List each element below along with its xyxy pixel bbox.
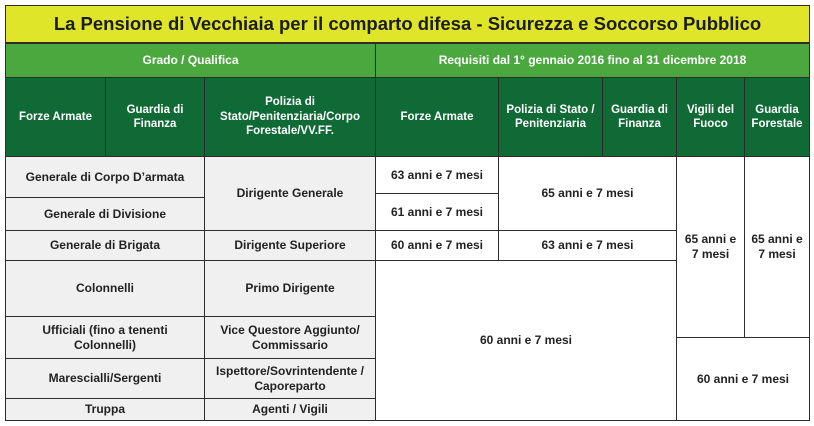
col-forze-armate: Forze Armate <box>5 77 106 157</box>
qualifica-vice-questore: Vice Questore Aggiunto/ Commissario <box>204 316 376 359</box>
qualifica-primo-dirigente: Primo Dirigente <box>204 260 376 317</box>
col-polizia-vvff: Polizia di Stato/Penitenziaria/Corpo Forestale/VV.FF. <box>204 77 376 157</box>
qualifica-agenti: Agenti / Vigili <box>204 398 376 421</box>
grade-generale-corpo-armata: Generale di Corpo D’armata <box>5 156 205 198</box>
grade-truppa: Truppa <box>5 398 205 421</box>
grade-generale-brigata: Generale di Brigata <box>5 230 205 261</box>
req-polizia-gdf-generali: 65 anni e 7 mesi <box>498 156 677 231</box>
table-title: La Pensione di Vecchiaia per il comparto difesa - Sicurezza e Soccorso Pubblico <box>5 5 810 43</box>
grade-marescialli: Marescialli/Sergenti <box>5 358 205 399</box>
req-vvf-forestale-lower: 60 anni e 7 mesi <box>676 337 810 421</box>
req-fa-divisione: 61 anni e 7 mesi <box>375 193 499 231</box>
grade-generale-divisione: Generale di Divisione <box>5 197 205 231</box>
req-vigili-fuoco: 65 anni e 7 mesi <box>676 156 745 338</box>
req-lower-ranks: 60 anni e 7 mesi <box>375 260 677 421</box>
req-fa-brigata: 60 anni e 7 mesi <box>375 230 499 261</box>
qualifica-ispettore: Ispettore/Sovrintendente / Caporeparto <box>204 358 376 399</box>
qualifica-dirigente-superiore: Dirigente Superiore <box>204 230 376 261</box>
grado-qualifica-header: Grado / Qualifica <box>5 43 376 78</box>
col-guardia-finanza: Guardia di Finanza <box>105 77 205 157</box>
req-fa-corpo-armata: 63 anni e 7 mesi <box>375 156 499 194</box>
requisiti-header: Requisiti dal 1° gennaio 2016 fino al 31 dicembre 2018 <box>375 43 810 78</box>
col-req-polizia: Polizia di Stato / Penitenziaria <box>498 77 603 157</box>
col-req-vigili-fuoco: Vigili del Fuoco <box>676 77 745 157</box>
col-req-guardia-forestale: Guardia Forestale <box>744 77 810 157</box>
qualifica-dirigente-generale: Dirigente Generale <box>204 156 376 231</box>
grade-colonnelli: Colonnelli <box>5 260 205 317</box>
grade-ufficiali: Ufficiali (fino a tenenti Colonnelli) <box>5 316 205 359</box>
req-polizia-gdf-brigata: 63 anni e 7 mesi <box>498 230 677 261</box>
req-guardia-forestale: 65 anni e 7 mesi <box>744 156 810 338</box>
col-req-guardia-finanza: Guardia di Finanza <box>602 77 677 157</box>
col-req-forze-armate: Forze Armate <box>375 77 499 157</box>
